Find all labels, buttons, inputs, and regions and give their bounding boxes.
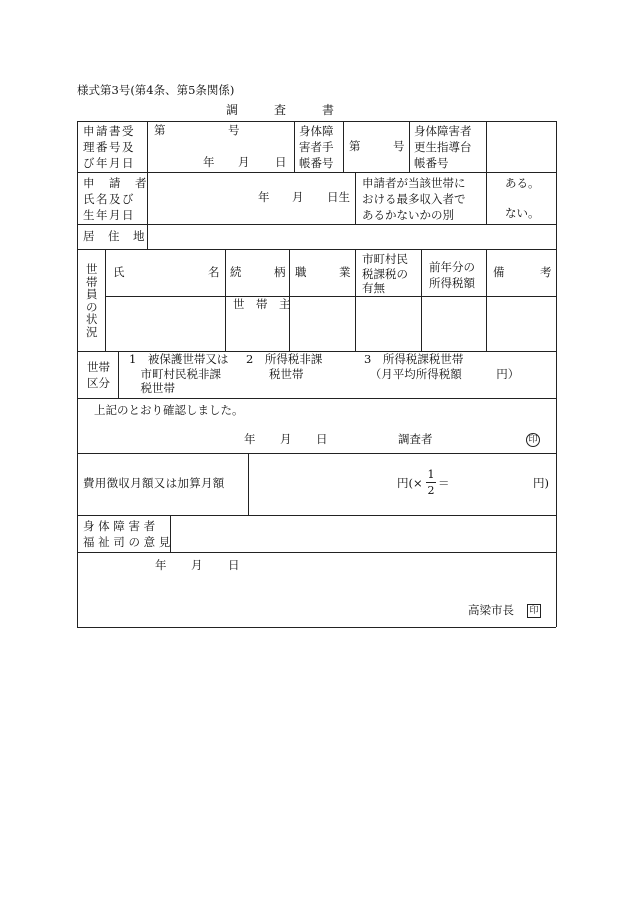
final-year: 年 [155, 558, 167, 572]
fraction-denominator: 2 [427, 484, 435, 497]
cost-monthly-amount-label: 費用徴収月額又は加算月額 [83, 476, 225, 490]
applicant-name-field[interactable] [149, 174, 353, 222]
investigator-seal-icon: 印 [526, 433, 540, 447]
residence-field[interactable] [149, 226, 554, 248]
col-municipal-tax: 市町村民 税課税の 有無 [362, 252, 408, 295]
max-income-earner-question: 申請者が当該世帯に おける最多収入者で あるかないかの別 [362, 176, 466, 222]
disability-handbook-label: 身体障 害者手 帳番号 [299, 124, 334, 170]
opinion-field[interactable] [172, 517, 554, 550]
birth-year: 年 [258, 190, 270, 204]
form-number: 様式第3号(第4条、第5条関係) [77, 83, 235, 97]
fraction-bar [426, 482, 436, 483]
welfare-officer-opinion-label: 身 体 障 害 者 福 祉 司 の 意 見 [83, 519, 171, 549]
mayor-label: 高梁市長 [468, 603, 514, 617]
col-name-2: 名 [208, 265, 220, 279]
option-no[interactable]: ない。 [505, 206, 540, 220]
rehab-register-number-field[interactable] [488, 123, 554, 170]
handbook-number-prefix: 第 [349, 139, 361, 153]
birth-month: 月 [292, 190, 304, 204]
household-head-relation: 世 帯 主 [233, 297, 291, 311]
cost-yen-close: 円) [533, 476, 549, 490]
application-number-date-label: 申請書受 理番号及 び年月日 [83, 124, 135, 170]
document-title: 調 査 書 [226, 103, 335, 117]
residence-label: 居 住 地 [83, 229, 146, 243]
confirm-day: 日 [316, 432, 328, 446]
col-relation-1: 続 [230, 265, 242, 279]
household-member-row[interactable] [107, 298, 554, 349]
household-category-label: 世帯 区分 [87, 360, 110, 390]
rehab-guidance-register-label: 身体障害者 更生指導台 帳番号 [414, 124, 472, 170]
final-month: 月 [191, 558, 203, 572]
col-occupation-2: 業 [339, 265, 351, 279]
category-option-3[interactable]: 3 所得税課税世帯 （月平均所得税額 円） [364, 352, 520, 381]
col-remarks-1: 備 [493, 265, 505, 279]
application-date-month: 月 [238, 155, 250, 169]
final-day: 日 [228, 558, 240, 572]
confirm-month: 月 [280, 432, 292, 446]
application-date-day: 日 [275, 155, 287, 169]
application-number-suffix: 号 [228, 123, 240, 137]
col-occupation-1: 職 [295, 265, 307, 279]
household-members-label: 世 帯 員 の 状 況 [86, 262, 98, 339]
application-date-year: 年 [203, 155, 215, 169]
col-relation-2: 柄 [274, 265, 286, 279]
option-yes[interactable]: ある。 [505, 176, 540, 190]
handbook-number-suffix: 号 [393, 139, 405, 153]
investigator-label: 調査者 [398, 432, 433, 446]
col-name-1: 氏 [113, 265, 125, 279]
col-remarks-2: 考 [540, 265, 552, 279]
mayor-seal-icon: 印 [527, 604, 541, 618]
application-number-prefix: 第 [154, 123, 166, 137]
fraction-numerator: 1 [427, 468, 435, 481]
birth-day: 日生 [327, 190, 350, 204]
cost-equals: ＝ [438, 476, 450, 490]
confirmation-text: 上記のとおり確認しました。 [94, 403, 244, 417]
applicant-name-birthdate-label: 申 請 者 氏名及び 生年月日 [83, 176, 148, 222]
category-option-2[interactable]: 2 所得税非課 税世帯 [246, 352, 323, 381]
cost-yen-open: 円(× [397, 476, 423, 490]
col-prev-income-tax: 前年分の 所得税額 [429, 260, 475, 290]
confirm-year: 年 [244, 432, 256, 446]
category-option-1[interactable]: 1 被保護世帯又は 市町村民税非課 税世帯 [129, 352, 229, 395]
